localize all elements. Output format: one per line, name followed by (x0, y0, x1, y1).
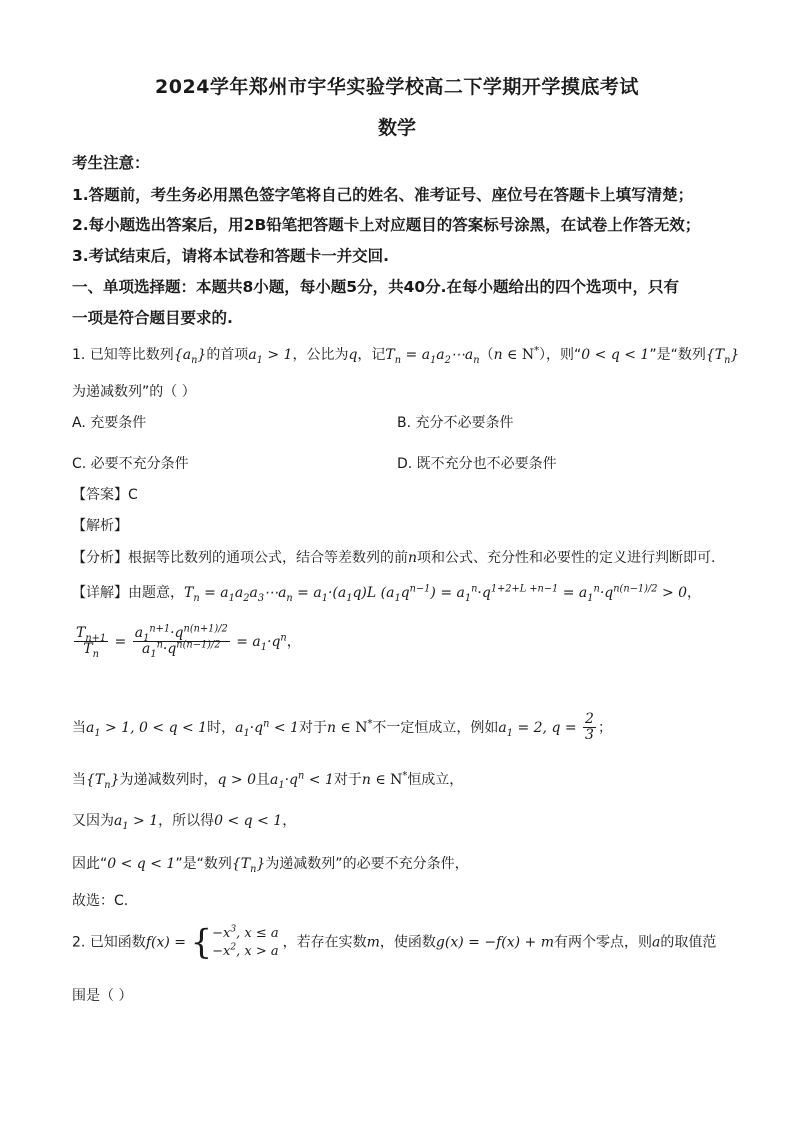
notice-heading: 考生注意： (72, 154, 150, 172)
answer-label: 【答案】 (72, 487, 128, 503)
q2-stem-line2: 围是（ ） (72, 988, 133, 1004)
q1-choose: 故选：C. (72, 893, 129, 909)
notice-item-3: 3.考试结束后，请将本试卷和答题卡一并交回. (72, 247, 390, 265)
q1-ratio-formula: $\frac{T_{n+1}}{T_n}$ = $\frac{a_1^{n+1}\cdot q^{n(n+1)/2}}{a_1^n\cdot q^{n(n-1)/2}}$ = $a_1\cdot q^n$， (76, 623, 301, 661)
q1-case1: 当$a_1 > 1$, 0 < q < 1时，$a_1\cdot q^n < 1$对于n ∈ N*不一定恒成立，例如$a_1 = 2$, q = $\frac{2}{3}$ ； (72, 711, 612, 744)
piecewise-function: $-x^3$, x ≤ a $-x^2$, x > a (212, 924, 279, 959)
q1-option-a: A. 充要条件 (72, 415, 147, 431)
q1-option-d: D. 既不充分也不必要条件 (397, 456, 557, 472)
q1-analysis-label: 【解析】 (72, 518, 128, 534)
q1-stem-line2: 为递减数列”的（ ） (72, 384, 196, 400)
section-heading-line2: 一项是符合题目要求的. (72, 309, 233, 327)
q1-stem-line1: 1. 已知等比数列$\{a_n\}$的首项$a_1 > 1$，公比为q，记$T_n$ = $a_1a_2\cdots a_n(n$ ∈ N*），则“0 < q < 1”是“数列$\{T_n\}$ (72, 345, 740, 366)
page-title: 2024学年郑州市宇华实验学校高二下学期开学摸底考试 (155, 76, 639, 98)
subject-title: 数学 (377, 117, 416, 139)
q1-also: 又因为$a_1 > 1$，所以得0 < q < 1， (72, 813, 297, 832)
section-heading-line1: 一、单项选择题：本题共8小题，每小题5分，共40分.在每小题给出的四个选项中，只有 (72, 278, 680, 296)
notice-item-2: 2.每小题选出答案后，用2B铅笔把答题卡上对应题目的答案标号涂黑，在试卷上作答无效； (72, 216, 701, 234)
q1-case2: 当$\{T_n\}$为递减数列时，q > 0且$a_1\cdot q^n < 1$对于n ∈ N*恒成立， (72, 770, 464, 791)
q1-option-b: B. 充分不必要条件 (397, 415, 514, 431)
q1-fenxi: 【分析】根据等比数列的通项公式，结合等差数列的前n项和公式、充分性和必要性的定义进行判断即可. (72, 550, 716, 566)
q1-conclusion: 因此“0 < q < 1”是“数列$\{T_n\}$为递减数列”的必要不充分条件， (72, 856, 469, 875)
q1-answer: 【答案】C (72, 487, 138, 503)
q2-stem-line1: 2. 已知函数f(x) = { $-x^3$, x ≤ a $-x^2$, x > a ，若存在实数m，使函数g(x) = −f(x) + m有两个零点，则a的取值范 (72, 922, 717, 963)
notice-item-1: 1.答题前，考生务必用黑色签字笔将自己的姓名、准考证号、座位号在答题卡上填写清楚； (72, 186, 694, 204)
q1-detail-line1: 【详解】由题意，$T_n$ = $a_1a_2a_3\cdots a_n = a_1\cdot(a_1q)L$ $(a_1q^{n-1}) = a_1^n\cdot q^{1+2+L +n-1} = a_1^n\cdot q^{n(n-1)/2} > 0$， (72, 583, 702, 604)
q1-option-c: C. 必要不充分条件 (72, 456, 189, 472)
